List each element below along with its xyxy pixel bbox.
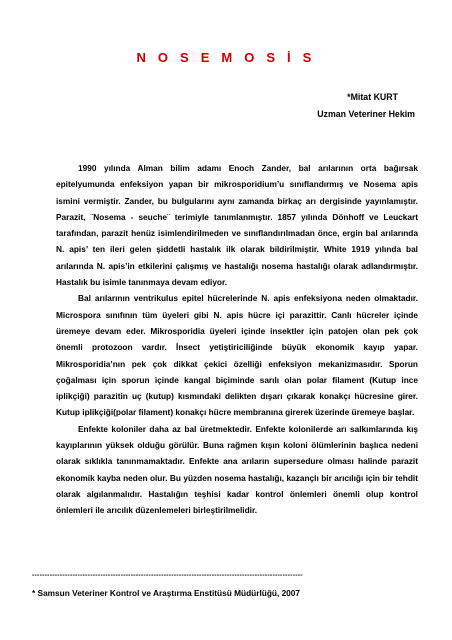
document-title: N O S E M O S İ S <box>136 50 316 65</box>
document-body <box>56 160 418 519</box>
author-role: Uzman Veteriner Hekim <box>317 109 415 119</box>
paragraph-infection: Bal arılarının ventrikulus epitel hücrelerinde N. apis enfeksiyona neden olmaktadır. Microspora sınıfının tüm üyeleri gibi N. apis hücre içi parazittir. Canlı hücreler içinde üremeye devam eder. Mikrosporidia üyeleri içinde insektler için patojen olan pek çok önemli protozoon vardır. İnsect yetiştiriciliğinde büyük ekonomik kayıp yapar. Mikrosporidia’nın pek çok dikkat çekici özelliği enfeksiyon mekanizmasıdır. Sporun çoğalması için sporun içinde kangal biçiminde sarılı olan polar filament (Kutup ince iplikçiği) parazitin uç (kutup) kısmındaki delikten dışarı çıkarak konakçı hücresine girer. Kutup iplikçiği(polar filament) konakçı hücre membranına girerek üzerinde üremeye başlar. <box>56 293 418 418</box>
paragraph-history: 1990 yılında Alman bilim adamı Enoch Zander, bal arılarının orta bağırsak epitelyumunda enfeksiyon yapan bir mikrosporidium’u sınıflandırmış ve Nosema apis ismini vermiştir. Zander, bu bulgularını aynı zamanda birkaç arı dergisinde yayınlamıştır. Parazit, ¨Nosema - seuche¨ terimiyle tanımlanmıştır. 1857 yılında Dönhoff ve Leuckart tarafından, parazit henüz isimlendirilmeden ve sınıflandırılmadan önce, ergin bal arılarında N. apis’ ten ileri gelen şiddetli hastalık ilk olarak bildirilmiştir. White 1919 yılında bal arılarında N. apis’in etkilerini çalışmış ve hastalığı nosema hastalığı olarak adlandırmıştır. Hastalık bu isimle tanınmaya devam ediyor. <box>56 163 418 288</box>
author-name: *Mitat KURT <box>347 92 398 102</box>
footnote-separator: ----------------------------------------------------------------------------------------------------------- <box>32 572 303 579</box>
paragraph-colonies: Enfekte koloniler daha az bal üretmektedir. Enfekte kolonilerde arı salkımlarında kış kayıplarının yüksek olduğu görülür. Buna rağmen kışın koloni ölümlerinin başlıca nedeni olarak sıklıkla tanınmamaktadır. Enfekte ana arıların supersedure olması halinde parazit ekonomik kayba neden olur. Bu yüzden nosema hastalığı, kazançlı bir arıcılığı için bir tehdit olarak algılanmalıdır. Hastalığın teşhisi kadar kontrol önlemleri önemli olup kontrol önlemleri ile arıcılık düzenlemeleri birleştirilmelidir. <box>56 423 418 516</box>
footnote: * Samsun Veteriner Kontrol ve Araştırma Enstitüsü Müdürlüğü, 2007 <box>32 588 301 598</box>
